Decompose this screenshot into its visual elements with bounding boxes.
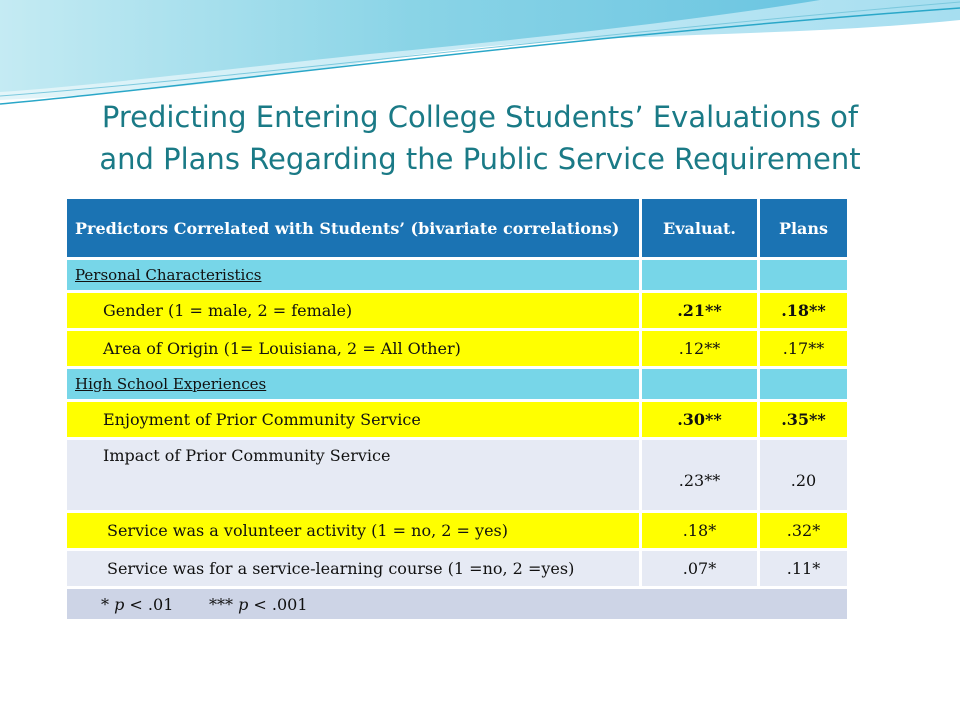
table-row (66, 550, 849, 588)
row-label: Service was a volunteer activity (1 = no, 2 = yes) (66, 512, 641, 550)
row-label: Gender (1 = male, 2 = female) (66, 292, 641, 330)
row-plans: .17** (759, 330, 849, 368)
footnote-p2: p (238, 594, 249, 614)
row-label: Enjoyment of Prior Community Service (66, 401, 641, 439)
title-line-2: and Plans Regarding the Public Service Requirement (99, 142, 861, 176)
row-label: Area of Origin (1= Louisiana, 2 = All Other) (66, 330, 641, 368)
decorative-wave-header (0, 0, 960, 110)
header-evaluat: Evaluat. (641, 198, 759, 259)
section-row-high-school (66, 368, 849, 401)
footnote (66, 588, 849, 621)
section-label-personal: Personal Characteristics (66, 259, 641, 292)
row-eval: .18* (641, 512, 759, 550)
table-row (66, 512, 849, 550)
table-row (66, 330, 849, 368)
footnote-row (66, 588, 849, 621)
row-plans: .11* (759, 550, 849, 588)
section-row-personal (66, 259, 849, 292)
slide-title (40, 96, 920, 180)
header-predictors: Predictors Correlated with Students’ (bivariate correlations) (66, 198, 641, 259)
row-label: Service was for a service-learning course (1 =no, 2 =yes) (66, 550, 641, 588)
row-eval: .30** (641, 401, 759, 439)
correlation-table (64, 196, 850, 622)
row-plans: .18** (759, 292, 849, 330)
row-eval: .23** (641, 439, 759, 512)
footnote-part1: * (101, 594, 115, 614)
row-plans: .35** (759, 401, 849, 439)
table-row (66, 439, 849, 512)
section-label-high-school: High School Experiences (66, 368, 641, 401)
footnote-part2: < .01 *** (124, 594, 239, 614)
table-row (66, 401, 849, 439)
row-plans: .20 (759, 439, 849, 512)
row-plans: .32* (759, 512, 849, 550)
title-line-1: Predicting Entering College Students’ Evaluations of (101, 100, 859, 134)
table-row (66, 292, 849, 330)
header-plans: Plans (759, 198, 849, 259)
table-header-row (66, 198, 849, 259)
row-eval: .12** (641, 330, 759, 368)
row-label: Impact of Prior Community Service (66, 439, 641, 512)
row-eval: .21** (641, 292, 759, 330)
row-eval: .07* (641, 550, 759, 588)
footnote-part3: < .001 (248, 594, 308, 614)
footnote-p1: p (114, 594, 125, 614)
